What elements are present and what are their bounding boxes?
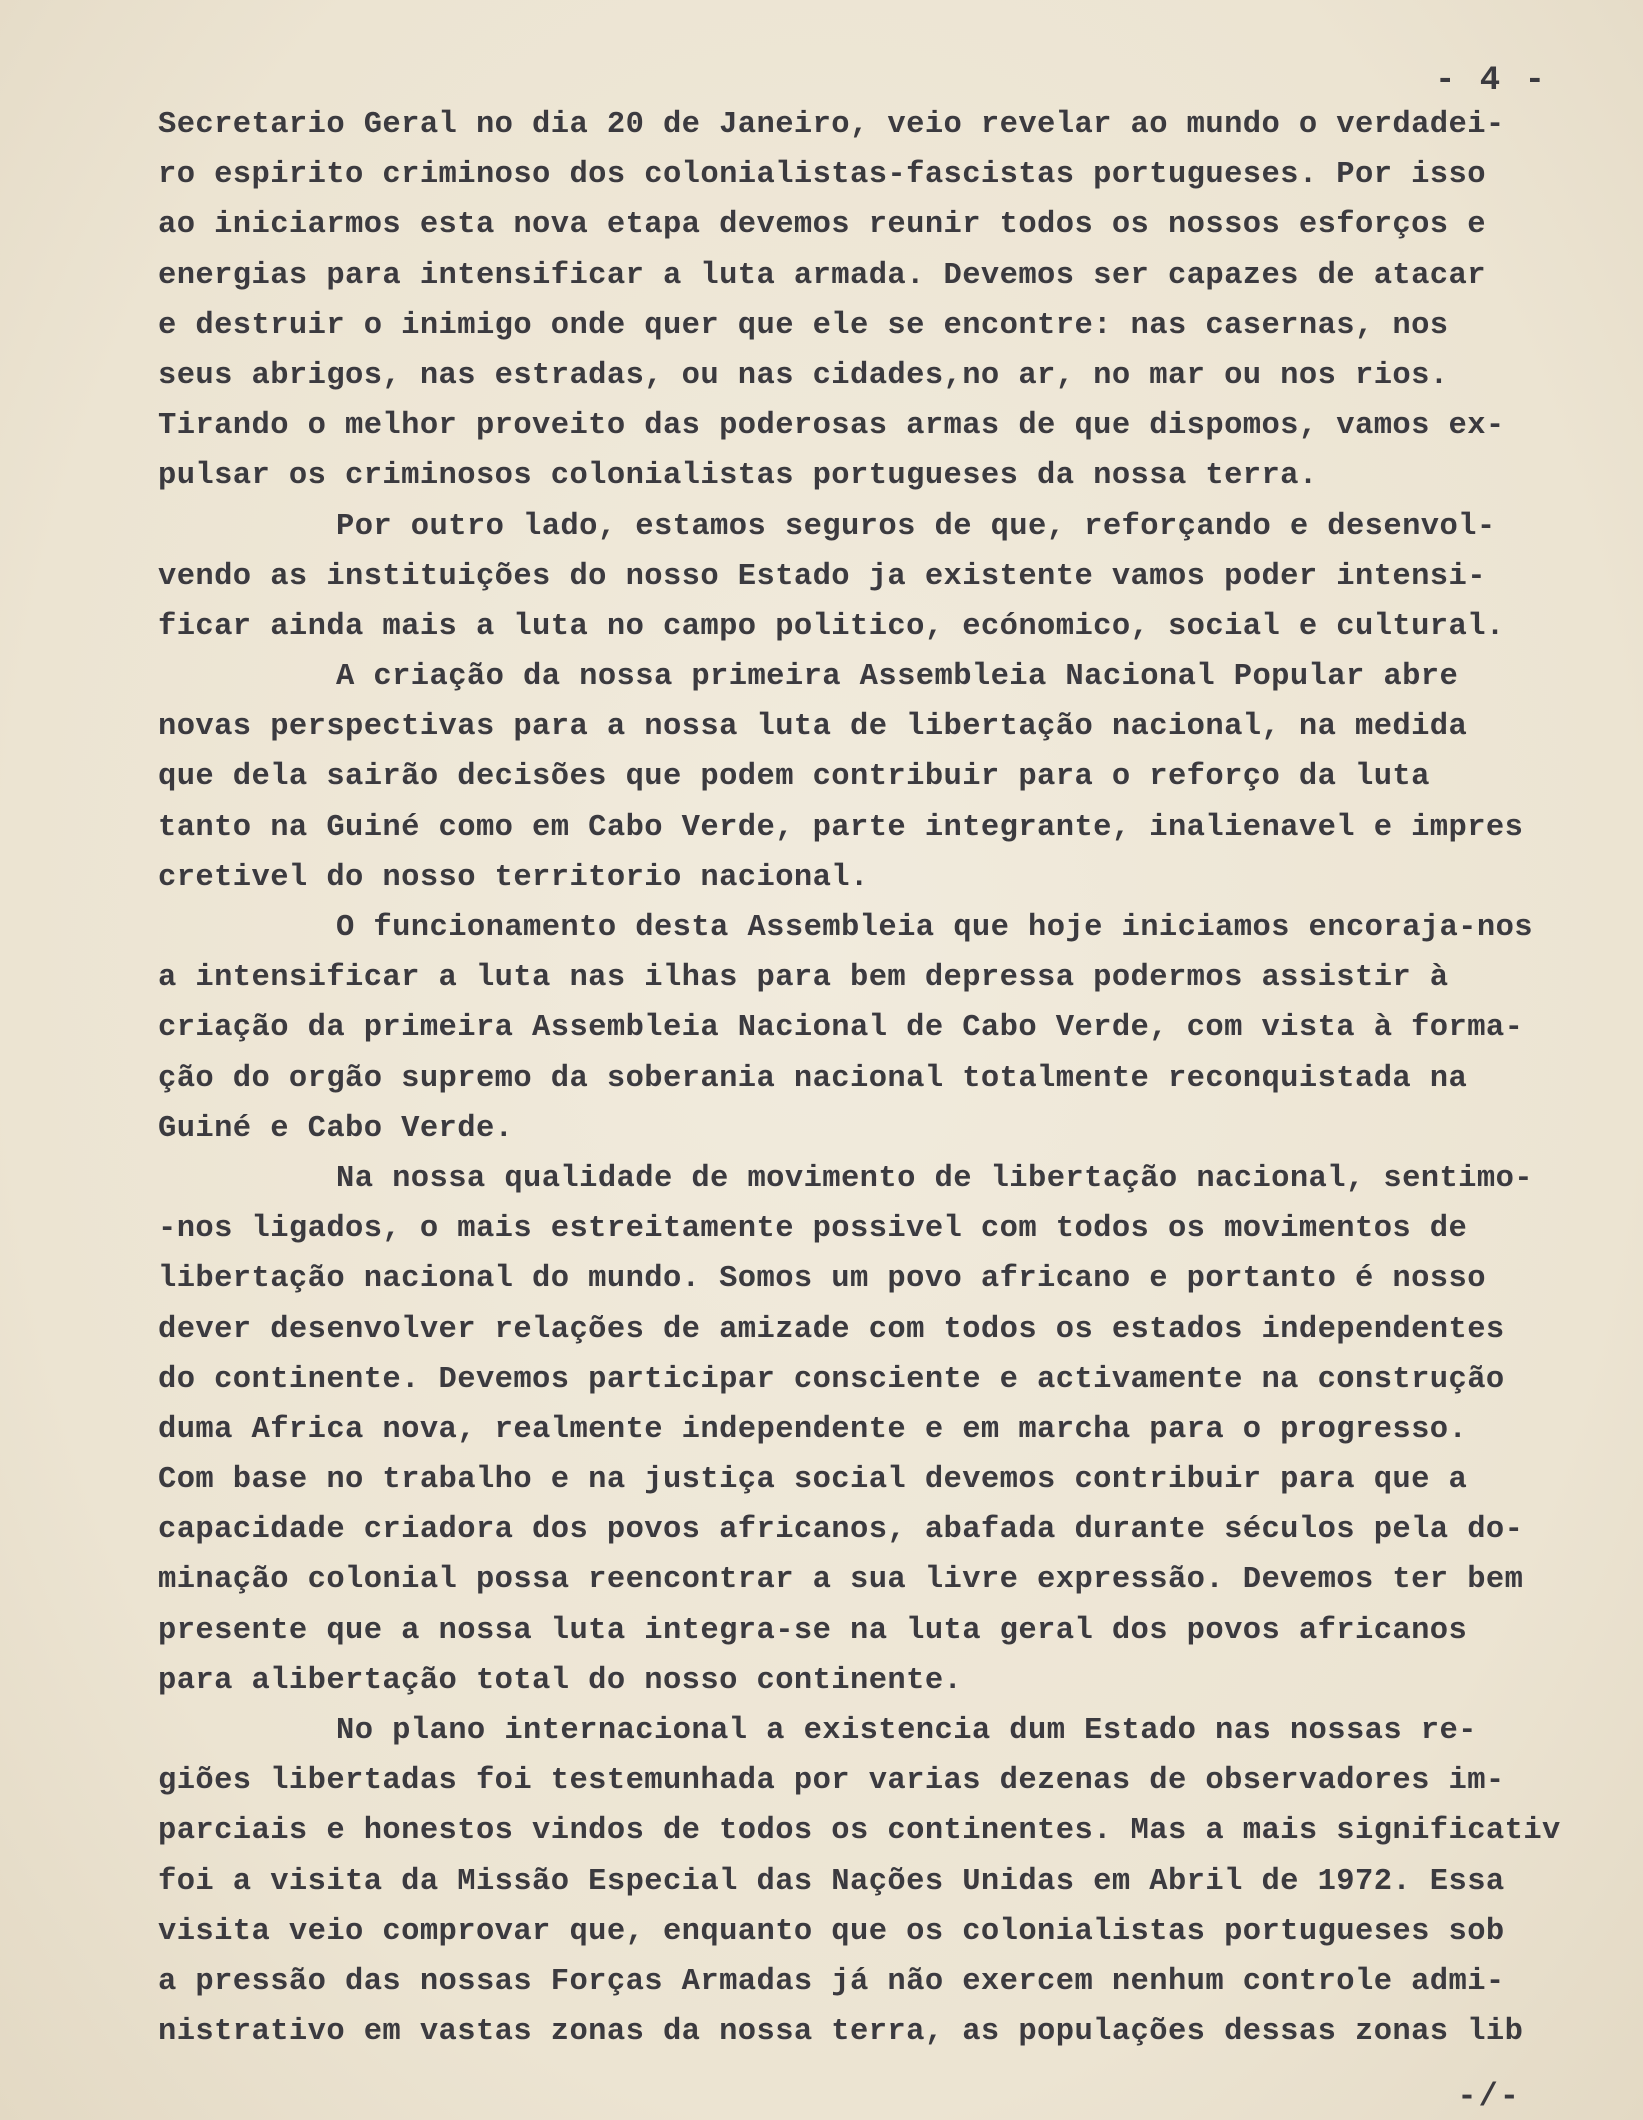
text-line: O funcionamento desta Assembleia que hoje iniciamos encoraja-nos [336, 911, 1533, 945]
text-line: e destruir o inimigo onde quer que ele se encontre: nas casernas, nos [158, 308, 1449, 343]
text-line: criação da primeira Assembleia Nacional de Cabo Verde, com vista à forma- [158, 1011, 1524, 1046]
text-line: ao iniciarmos esta nova etapa devemos reunir todos os nossos esforços e [158, 208, 1486, 243]
text-line: libertação nacional do mundo. Somos um povo africano e portanto é nosso [158, 1262, 1486, 1297]
text-line: ção do orgão supremo da soberania nacional totalmente reconquistada na [158, 1061, 1468, 1096]
text-line: pulsar os criminosos colonialistas portugueses da nossa terra. [158, 459, 1318, 494]
text-line: Secretario Geral no dia 20 de Janeiro, veio revelar ao mundo o verdadei- [158, 108, 1505, 142]
paragraph [158, 903, 1638, 1154]
text-line: novas perspectivas para a nossa luta de libertação nacional, na medida [158, 710, 1468, 745]
text-line: visita veio comprovar que, enquanto que os colonialistas portugueses sob [158, 1914, 1505, 1949]
text-line: Com base no trabalho e na justiça social devemos contribuir para que a [158, 1463, 1468, 1498]
text-line: parciais e honestos vindos de todos os continentes. Mas a mais significativ [158, 1814, 1561, 1849]
text-line: ro espirito criminoso dos colonialistas-fascistas portugueses. Por isso [158, 158, 1486, 193]
text-line: do continente. Devemos participar consciente e activamente na construção [158, 1362, 1505, 1397]
continuation-mark: -/- [1457, 2078, 1521, 2115]
text-line: A criação da nossa primeira Assembleia Nacional Popular abre [336, 660, 1459, 695]
text-line: que dela sairão decisões que podem contribuir para o reforço da luta [158, 760, 1430, 795]
text-line: dever desenvolver relações de amizade com todos os estados independentes [158, 1312, 1505, 1347]
text-line: Tirando o melhor proveito das poderosas armas de que dispomos, vamos ex- [158, 409, 1505, 444]
text-line: a intensificar a luta nas ilhas para bem depressa podermos assistir à [158, 961, 1449, 996]
document-body [158, 100, 1638, 2057]
text-line: vendo as instituições do nosso Estado ja existente vamos poder intensi- [158, 559, 1486, 594]
paragraph [158, 652, 1638, 903]
paragraph [158, 100, 1638, 502]
paragraph [158, 1154, 1638, 1706]
text-line: nistrativo em vastas zonas da nossa terra, as populações dessas zonas lib [158, 2015, 1524, 2050]
text-line: energias para intensificar a luta armada. Devemos ser capazes de atacar [158, 258, 1486, 293]
text-line: a pressão das nossas Forças Armadas já não exercem nenhum controle admi- [158, 1964, 1505, 1999]
text-line: capacidade criadora dos povos africanos, abafada durante séculos pela do- [158, 1513, 1524, 1548]
text-line: giões libertadas foi testemunhada por varias dezenas de observadores im- [158, 1764, 1505, 1799]
text-line: Na nossa qualidade de movimento de libertação nacional, sentimo- [336, 1161, 1533, 1196]
text-line: No plano internacional a existencia dum Estado nas nossas re- [336, 1714, 1477, 1748]
text-line: seus abrigos, nas estradas, ou nas cidades,no ar, no mar ou nos rios. [158, 358, 1449, 393]
paragraph [158, 1706, 1638, 2057]
paragraph [158, 502, 1638, 653]
text-line: tanto na Guiné como em Cabo Verde, parte integrante, inalienavel e impres [158, 810, 1524, 845]
text-line: minação colonial possa reencontrar a sua livre expressão. Devemos ter bem [158, 1563, 1524, 1598]
text-line: Por outro lado, estamos seguros de que, reforçando e desenvol- [336, 509, 1496, 544]
text-line: cretivel do nosso territorio nacional. [158, 860, 869, 895]
text-line: Guiné e Cabo Verde. [158, 1111, 514, 1146]
text-line: duma Africa nova, realmente independente e em marcha para o progresso. [158, 1412, 1468, 1447]
text-line: para alibertação total do nosso continente. [158, 1663, 963, 1698]
text-line: foi a visita da Missão Especial das Nações Unidas em Abril de 1972. Essa [158, 1864, 1505, 1899]
text-line: ficar ainda mais a luta no campo politico, ecónomico, social e cultural. [158, 609, 1505, 644]
page-number: - 4 - [1434, 62, 1547, 100]
text-line: presente que a nossa luta integra-se na luta geral dos povos africanos [158, 1613, 1468, 1648]
text-line: -nos ligados, o mais estreitamente possivel com todos os movimentos de [158, 1212, 1468, 1247]
